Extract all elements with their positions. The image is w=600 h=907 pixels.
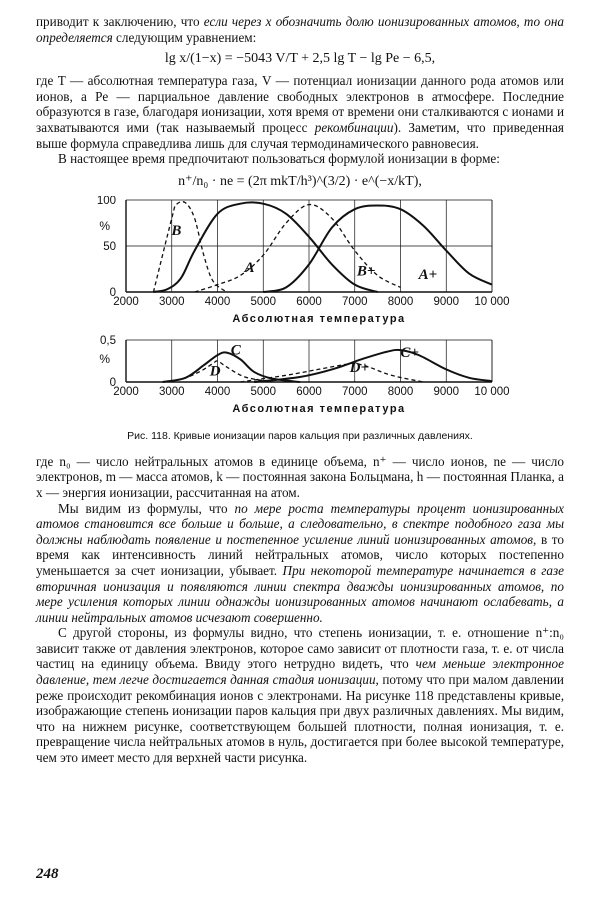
- y-tick-label: 0: [109, 376, 116, 389]
- x-tick-label: 6000: [296, 385, 322, 398]
- x-tick-label: 5000: [250, 385, 277, 398]
- series-line-c-plus: [254, 350, 492, 382]
- paragraph-5: Мы видим из формулы, что по мере роста температуры процент ионизированных атомов становится все больше и больше, а следовательно, в спектре подобного газа мы должны наблюдать появление и постепенное усиление линий ионизированных атомов, в то время как интенсивность линий нейтральных атомов, число которых постепенно уменьшается за счет ионизации, убывает. При некоторой температуре начинается в газе вторичная ионизация и появляются линии спектра дважды ионизированных атомов, по мере усиления которых линии однажды ионизированных атомов начинают ослабевать, а линии нейтральных атомов исчезают совершенно.: [36, 500, 564, 625]
- series-label: A+: [418, 266, 438, 283]
- series-label: C+: [400, 344, 419, 361]
- y-tick-label: 0,5: [100, 334, 116, 347]
- x-tick-label: 4000: [204, 295, 231, 308]
- x-tick-label: 10 000: [474, 295, 510, 308]
- emphasis: если через x обозначить долю ионизированных атомов, то она определяется: [36, 14, 564, 45]
- series-label: D+: [349, 359, 370, 376]
- saha-formula: [36, 173, 564, 190]
- saha-formula-log: [36, 51, 564, 67]
- x-tick-label: 7000: [341, 385, 368, 398]
- formula-text: lg x/(1−x) = −5043 V/T + 2,5 lg T − lg Pe − 6,5,: [164, 51, 436, 67]
- series-label: D: [209, 363, 221, 380]
- paragraph-2: где T — абсолютная температура газа, V — потенциал ионизации данного рода атомов или ионов, а Pe — парциальное давление свободных электронов в атмосфере. Последние образуются в газе, благодаря ионизации, хотя время от времени они сталкиваются с ионами и захватываются ими (так называемый процесс рекомбинации). Заметим, что приведенная выше формула справедлива лишь для случая термодинамического равновесия.: [36, 73, 564, 151]
- formula-text: n⁺/n₀ · ne = (2π mkT/h³)^(3/2) · e^(−x/kT),: [178, 173, 422, 189]
- series-label: B: [171, 222, 182, 239]
- paragraph-4: где n₀ — число нейтральных атомов в единице объема, n⁺ — число ионов, ne — число электронов, m — масса атомов, k — постоянная закона Больцмана, h — постоянная Планка, а x — энергия ионизации, рассчитанная на атом.: [36, 453, 564, 500]
- x-axis-label: Абсолютная температура: [232, 402, 406, 415]
- x-tick-label: 3000: [158, 385, 185, 398]
- page-number: 248: [36, 866, 59, 882]
- x-tick-label: 9000: [433, 295, 460, 308]
- x-tick-label: 3000: [158, 295, 185, 308]
- x-tick-label: 10 000: [474, 385, 510, 398]
- x-tick-label: 6000: [296, 295, 322, 308]
- x-axis-label: Абсолютная температура: [232, 312, 406, 325]
- series-label: C: [230, 342, 241, 359]
- paragraph-1: приводит к заключению, что если через x обозначить долю ионизированных атомов, то она определяется следующим уравнением:: [36, 14, 564, 45]
- x-tick-label: 2000: [113, 295, 139, 308]
- x-tick-label: 4000: [204, 385, 231, 398]
- paragraph-6: С другой стороны, из формулы видно, что степень ионизации, т. е. отношение n⁺:n₀ зависит также от давления электронов, которое само зависит от плотности газа, т. е. от числа частиц на единицу объема. Ввиду этого нетрудно видеть, что чем меньше электронное давление, тем легче достигается данная стадия ионизации, потому что при малом давлении реже происходит рекомбинация ионов с электронами. На рисунке 118 представлены кривые, изображающие степень ионизации паров кальция при двух различных давлениях. Мы видим, что на нижнем рисунке, соответствующем большей плотности, полная ионизация, т. е. превращение числа нейтральных атомов в нуль, достигается при более высокой температуре, чем это имеет место для верхней части рисунка.: [36, 625, 564, 766]
- x-tick-label: 5000: [250, 295, 277, 308]
- y-unit-label: %: [99, 351, 110, 366]
- series-line-d-plus: [240, 363, 423, 382]
- x-tick-label: 8000: [387, 295, 414, 308]
- series-line-a-plus: [263, 205, 492, 291]
- x-tick-label: 7000: [341, 295, 368, 308]
- x-tick-label: 2000: [113, 385, 139, 398]
- ionization-figure: [36, 196, 564, 426]
- series-label: A: [244, 259, 255, 276]
- series-label: B+: [356, 263, 376, 280]
- x-tick-label: 9000: [433, 385, 460, 398]
- y-tick-label: 50: [103, 240, 116, 253]
- page-content: [36, 14, 564, 766]
- x-tick-label: 8000: [387, 385, 414, 398]
- y-tick-label: 100: [96, 195, 116, 207]
- y-unit-label: %: [99, 218, 110, 233]
- paragraph-3: В настоящее время предпочитают пользоваться формулой ионизации в форме:: [58, 151, 500, 167]
- y-tick-label: 0: [109, 286, 116, 299]
- figure-caption: Рис. 118. Кривые ионизации паров кальция при различных давлениях.: [127, 429, 473, 442]
